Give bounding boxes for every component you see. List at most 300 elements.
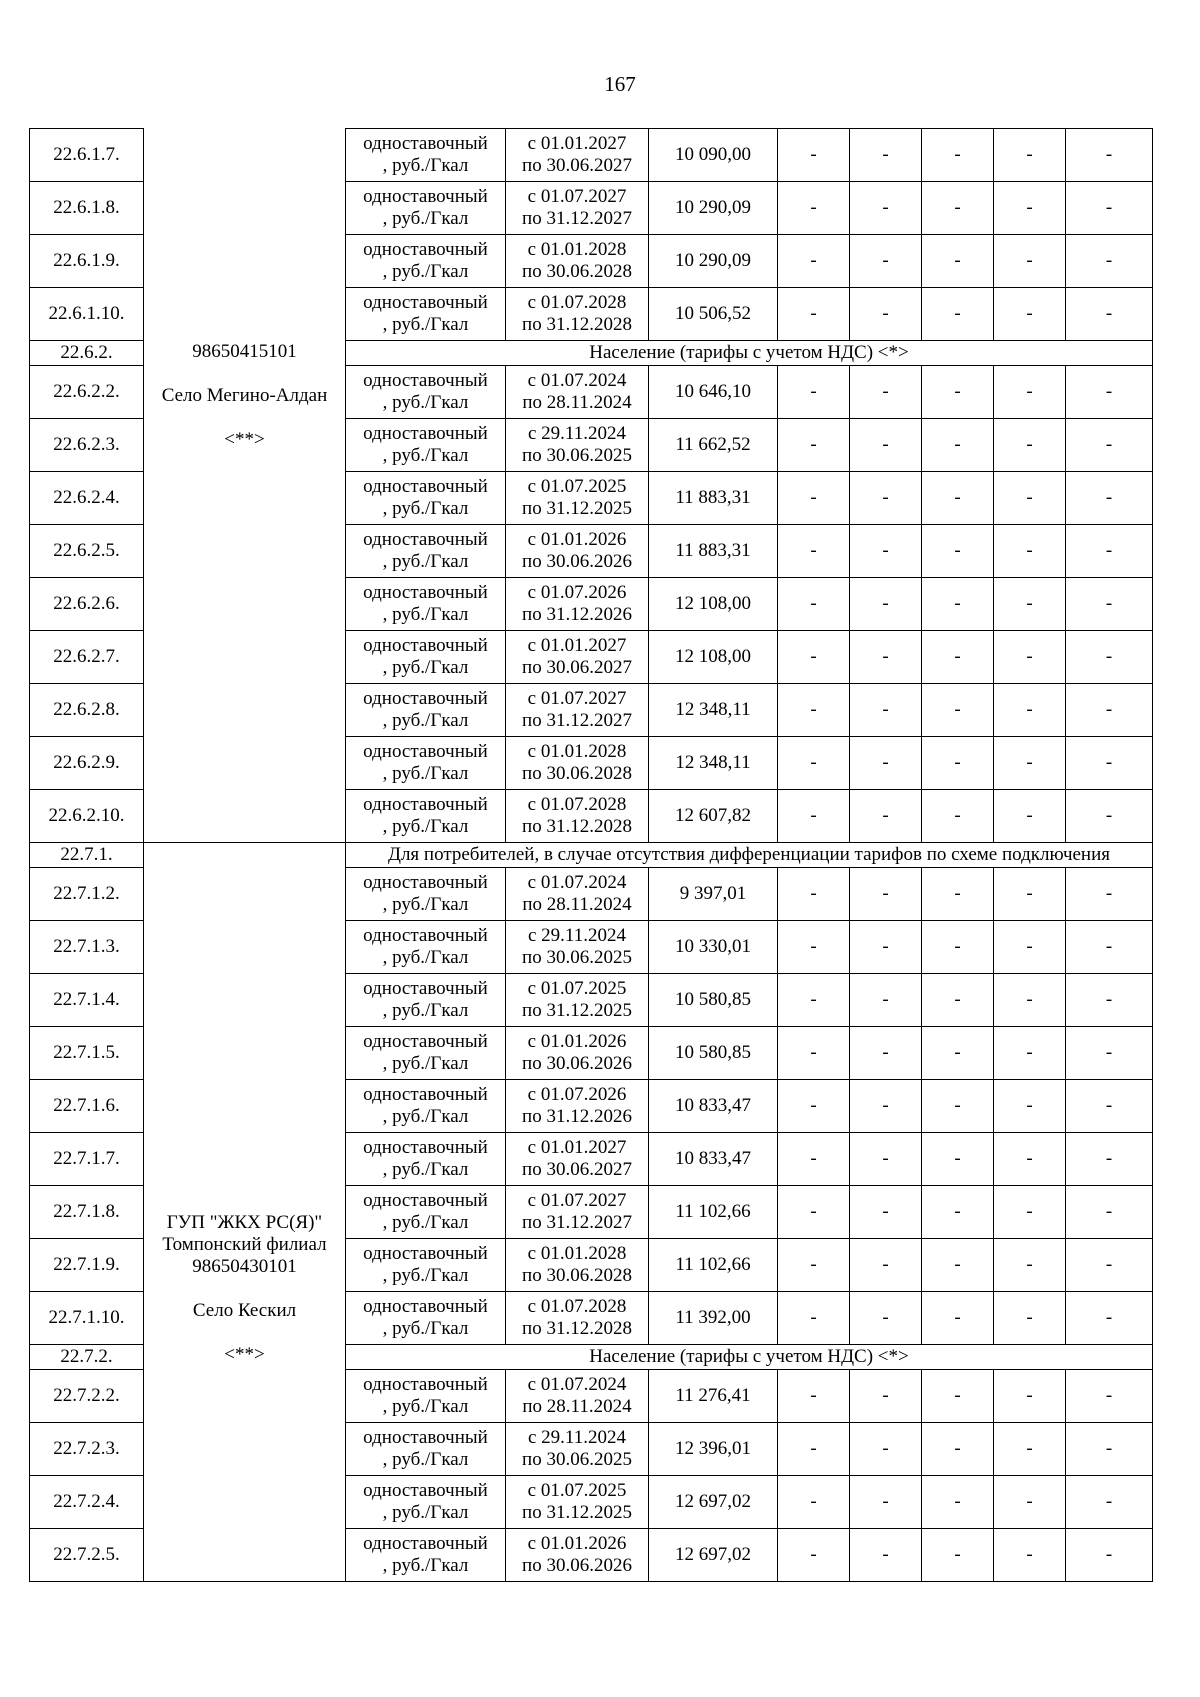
- tariff-type-line-2: , руб./Гкал: [382, 392, 469, 413]
- organization-line: 98650415101: [192, 340, 297, 362]
- group-header-text: Для потребителей, в случае отсутствия дифференциации тарифов по схеме подключения: [346, 843, 1153, 868]
- tariff-value: 12 108,00: [649, 631, 778, 684]
- tariff-type: [346, 1529, 506, 1582]
- tariff-value: 11 883,31: [649, 525, 778, 578]
- tariff-value: 11 392,00: [649, 1292, 778, 1345]
- tariff-value: 12 697,02: [649, 1529, 778, 1582]
- empty-value-cell: -: [778, 631, 850, 684]
- empty-value-cell: -: [994, 182, 1066, 235]
- empty-value-cell: -: [922, 790, 994, 843]
- period-from: с 01.07.2024: [527, 872, 627, 893]
- empty-value-cell: -: [778, 182, 850, 235]
- tariff-period: [506, 1476, 649, 1529]
- tariff-period: [506, 1423, 649, 1476]
- group-header-row: [30, 341, 1153, 366]
- tariff-period: [506, 921, 649, 974]
- row-code: 22.6.2.2.: [30, 366, 144, 419]
- row-code: 22.6.1.9.: [30, 235, 144, 288]
- empty-value-cell: -: [994, 1080, 1066, 1133]
- tariff-period: [506, 684, 649, 737]
- empty-value-cell: -: [994, 631, 1066, 684]
- period-to: по 30.06.2028: [522, 763, 632, 784]
- group-header-row: [30, 843, 1153, 868]
- empty-value-cell: -: [850, 1133, 922, 1186]
- period-from: с 01.01.2028: [527, 239, 627, 260]
- tariff-type-line-2: , руб./Гкал: [382, 604, 469, 625]
- empty-value-cell: -: [778, 578, 850, 631]
- empty-value-cell: -: [778, 1292, 850, 1345]
- period-to: по 28.11.2024: [522, 894, 632, 915]
- period-from: с 29.11.2024: [528, 1427, 626, 1448]
- period-from: с 01.01.2027: [527, 133, 627, 154]
- tariff-value: 11 102,66: [649, 1186, 778, 1239]
- tariff-period: [506, 525, 649, 578]
- period-from: с 01.07.2027: [527, 688, 627, 709]
- tariff-type-line-2: , руб./Гкал: [382, 816, 469, 837]
- tariff-type: [346, 631, 506, 684]
- tariff-type-line-2: , руб./Гкал: [382, 1053, 469, 1074]
- empty-value-cell: -: [778, 974, 850, 1027]
- tariff-period: [506, 419, 649, 472]
- period-to: по 30.06.2026: [522, 1555, 632, 1576]
- organization-block: [146, 341, 343, 451]
- tariff-type-line-2: , руб./Гкал: [382, 763, 469, 784]
- empty-value-cell: -: [922, 921, 994, 974]
- tariff-type-line-1: одноставочный: [363, 133, 488, 154]
- empty-value-cell: -: [1066, 684, 1153, 737]
- tariff-type-line-1: одноставочный: [363, 1243, 488, 1264]
- tariff-type: [346, 235, 506, 288]
- empty-value-cell: -: [850, 974, 922, 1027]
- tariff-value: 12 108,00: [649, 578, 778, 631]
- empty-value-cell: -: [922, 1027, 994, 1080]
- empty-value-cell: -: [850, 737, 922, 790]
- empty-value-cell: -: [778, 472, 850, 525]
- empty-value-cell: -: [922, 1476, 994, 1529]
- empty-value-cell: -: [1066, 1186, 1153, 1239]
- row-code: 22.7.2.2.: [30, 1370, 144, 1423]
- tariff-type-line-2: , руб./Гкал: [382, 657, 469, 678]
- period-from: с 01.01.2028: [527, 1243, 627, 1264]
- period-from: с 01.07.2026: [527, 582, 627, 603]
- empty-value-cell: -: [778, 684, 850, 737]
- empty-value-cell: -: [778, 1529, 850, 1582]
- empty-value-cell: -: [850, 1529, 922, 1582]
- row-code: 22.7.1.10.: [30, 1292, 144, 1345]
- tariff-period: [506, 974, 649, 1027]
- tariff-period: [506, 631, 649, 684]
- period-from: с 01.01.2027: [527, 1137, 627, 1158]
- tariff-value: 10 090,00: [649, 129, 778, 182]
- tariff-table: [29, 128, 1153, 1582]
- tariff-type-line-2: , руб./Гкал: [382, 1396, 469, 1417]
- empty-value-cell: -: [778, 1423, 850, 1476]
- empty-value-cell: -: [922, 1080, 994, 1133]
- tariff-value: 10 290,09: [649, 182, 778, 235]
- tariff-type-line-1: одноставочный: [363, 872, 488, 893]
- tariff-value: 10 580,85: [649, 974, 778, 1027]
- organization-line: [146, 407, 343, 429]
- empty-value-cell: -: [922, 974, 994, 1027]
- group-header-text: Население (тарифы с учетом НДС) <*>: [346, 341, 1153, 366]
- row-code: 22.6.2.6.: [30, 578, 144, 631]
- empty-value-cell: -: [778, 288, 850, 341]
- row-code: 22.6.2.5.: [30, 525, 144, 578]
- tariff-type: [346, 525, 506, 578]
- tariff-type-line-1: одноставочный: [363, 925, 488, 946]
- empty-value-cell: -: [994, 1529, 1066, 1582]
- tariff-period: [506, 182, 649, 235]
- row-code: 22.7.2.5.: [30, 1529, 144, 1582]
- tariff-type-line-1: одноставочный: [363, 1427, 488, 1448]
- empty-value-cell: -: [1066, 129, 1153, 182]
- tariff-value: 11 276,41: [649, 1370, 778, 1423]
- page-number: 167: [604, 72, 636, 96]
- tariff-type-line-2: , руб./Гкал: [382, 1106, 469, 1127]
- period-from: с 01.07.2025: [527, 476, 627, 497]
- empty-value-cell: -: [994, 525, 1066, 578]
- empty-value-cell: -: [1066, 1423, 1153, 1476]
- tariff-value: 11 102,66: [649, 1239, 778, 1292]
- tariff-type: [346, 129, 506, 182]
- empty-value-cell: -: [1066, 1476, 1153, 1529]
- period-to: по 31.12.2025: [522, 498, 632, 519]
- empty-value-cell: -: [922, 578, 994, 631]
- empty-value-cell: -: [922, 472, 994, 525]
- tariff-type-line-1: одноставочный: [363, 688, 488, 709]
- row-code: 22.6.2.10.: [30, 790, 144, 843]
- empty-value-cell: -: [1066, 1370, 1153, 1423]
- tariff-period: [506, 366, 649, 419]
- tariff-type-line-1: одноставочный: [363, 635, 488, 656]
- tariff-type-line-1: одноставочный: [363, 582, 488, 603]
- organization-line: <**>: [224, 1343, 265, 1365]
- row-code: 22.6.2.: [30, 341, 144, 366]
- empty-value-cell: -: [778, 525, 850, 578]
- tariff-type: [346, 1027, 506, 1080]
- empty-value-cell: -: [922, 684, 994, 737]
- tariff-type: [346, 1239, 506, 1292]
- empty-value-cell: -: [778, 868, 850, 921]
- row-code: 22.7.1.9.: [30, 1239, 144, 1292]
- period-from: с 01.01.2026: [527, 529, 627, 550]
- empty-value-cell: -: [850, 472, 922, 525]
- empty-value-cell: -: [994, 419, 1066, 472]
- organization-line: <**>: [224, 428, 265, 450]
- tariff-type-line-1: одноставочный: [363, 1084, 488, 1105]
- tariff-type-line-1: одноставочный: [363, 1533, 488, 1554]
- tariff-value: 10 290,09: [649, 235, 778, 288]
- tariff-type-line-2: , руб./Гкал: [382, 551, 469, 572]
- empty-value-cell: -: [778, 1370, 850, 1423]
- row-code: 22.6.2.7.: [30, 631, 144, 684]
- empty-value-cell: -: [994, 868, 1066, 921]
- organization-cell-empty: [144, 843, 346, 1186]
- empty-value-cell: -: [850, 525, 922, 578]
- period-from: с 01.07.2024: [527, 1374, 627, 1395]
- period-from: с 01.01.2028: [527, 741, 627, 762]
- tariff-period: [506, 1239, 649, 1292]
- tariff-type-line-2: , руб./Гкал: [382, 1000, 469, 1021]
- tariff-period: [506, 1080, 649, 1133]
- tariff-period: [506, 1529, 649, 1582]
- tariff-type-line-2: , руб./Гкал: [382, 894, 469, 915]
- organization-line: ГУП "ЖКХ РС(Я)": [166, 1211, 323, 1233]
- empty-value-cell: -: [994, 1423, 1066, 1476]
- tariff-type-line-1: одноставочный: [363, 423, 488, 444]
- tariff-type: [346, 974, 506, 1027]
- period-to: по 28.11.2024: [522, 392, 632, 413]
- tariff-type-line-2: , руб./Гкал: [382, 155, 469, 176]
- empty-value-cell: -: [994, 974, 1066, 1027]
- period-to: по 31.12.2025: [522, 1000, 632, 1021]
- empty-value-cell: -: [994, 235, 1066, 288]
- tariff-type-line-2: , руб./Гкал: [382, 208, 469, 229]
- period-to: по 30.06.2027: [522, 1159, 632, 1180]
- empty-value-cell: -: [922, 1239, 994, 1292]
- period-to: по 30.06.2025: [522, 947, 632, 968]
- period-from: с 01.07.2028: [527, 292, 627, 313]
- empty-value-cell: -: [1066, 1239, 1153, 1292]
- empty-value-cell: -: [850, 1239, 922, 1292]
- tariff-type-line-1: одноставочный: [363, 978, 488, 999]
- tariff-type: [346, 472, 506, 525]
- tariff-period: [506, 1133, 649, 1186]
- empty-value-cell: -: [1066, 366, 1153, 419]
- row-code: 22.7.1.5.: [30, 1027, 144, 1080]
- empty-value-cell: -: [850, 288, 922, 341]
- tariff-type-line-1: одноставочный: [363, 1296, 488, 1317]
- tariff-type-line-1: одноставочный: [363, 370, 488, 391]
- tariff-type-line-1: одноставочный: [363, 741, 488, 762]
- tariff-type-line-2: , руб./Гкал: [382, 1318, 469, 1339]
- tariff-type: [346, 1080, 506, 1133]
- tariff-period: [506, 288, 649, 341]
- tariff-type: [346, 921, 506, 974]
- empty-value-cell: -: [994, 1186, 1066, 1239]
- row-code: 22.6.2.4.: [30, 472, 144, 525]
- empty-value-cell: -: [994, 366, 1066, 419]
- empty-value-cell: -: [922, 631, 994, 684]
- empty-value-cell: -: [850, 419, 922, 472]
- tariff-period: [506, 790, 649, 843]
- empty-value-cell: -: [994, 1133, 1066, 1186]
- tariff-value: 10 580,85: [649, 1027, 778, 1080]
- period-from: с 01.01.2026: [527, 1533, 627, 1554]
- tariff-value: 11 883,31: [649, 472, 778, 525]
- empty-value-cell: -: [1066, 182, 1153, 235]
- row-code: 22.7.2.4.: [30, 1476, 144, 1529]
- empty-value-cell: -: [922, 1529, 994, 1582]
- row-code: 22.7.1.3.: [30, 921, 144, 974]
- tariff-value: 10 646,10: [649, 366, 778, 419]
- tariff-period: [506, 578, 649, 631]
- tariff-value: 12 607,82: [649, 790, 778, 843]
- period-to: по 30.06.2027: [522, 155, 632, 176]
- tariff-period: [506, 235, 649, 288]
- empty-value-cell: -: [850, 921, 922, 974]
- period-to: по 31.12.2028: [522, 314, 632, 335]
- tariff-period: [506, 737, 649, 790]
- tariff-type: [346, 288, 506, 341]
- tariff-period: [506, 1027, 649, 1080]
- period-to: по 30.06.2025: [522, 445, 632, 466]
- organization-line: [146, 1322, 343, 1344]
- tariff-value: 12 348,11: [649, 737, 778, 790]
- empty-value-cell: -: [850, 182, 922, 235]
- tariff-type-line-1: одноставочный: [363, 794, 488, 815]
- period-from: с 01.01.2027: [527, 635, 627, 656]
- empty-value-cell: -: [922, 1133, 994, 1186]
- empty-value-cell: -: [850, 235, 922, 288]
- period-from: с 01.07.2026: [527, 1084, 627, 1105]
- empty-value-cell: -: [922, 419, 994, 472]
- period-to: по 31.12.2027: [522, 208, 632, 229]
- empty-value-cell: -: [922, 1423, 994, 1476]
- tariff-period: [506, 129, 649, 182]
- tariff-type-line-1: одноставочный: [363, 1190, 488, 1211]
- empty-value-cell: -: [850, 1292, 922, 1345]
- tariff-type-line-1: одноставочный: [363, 186, 488, 207]
- tariff-type: [346, 1370, 506, 1423]
- organization-cell-continued: [144, 129, 346, 341]
- row-code: 22.6.2.3.: [30, 419, 144, 472]
- group-header-text: Население (тарифы с учетом НДС) <*>: [346, 1345, 1153, 1370]
- period-to: по 30.06.2026: [522, 1053, 632, 1074]
- empty-value-cell: -: [994, 1239, 1066, 1292]
- period-to: по 30.06.2025: [522, 1449, 632, 1470]
- empty-value-cell: -: [922, 366, 994, 419]
- empty-value-cell: -: [994, 472, 1066, 525]
- tariff-type: [346, 1292, 506, 1345]
- empty-value-cell: -: [1066, 235, 1153, 288]
- tariff-type: [346, 1133, 506, 1186]
- empty-value-cell: -: [1066, 974, 1153, 1027]
- tariff-type-line-1: одноставочный: [363, 529, 488, 550]
- empty-value-cell: -: [994, 578, 1066, 631]
- tariff-period: [506, 472, 649, 525]
- tariff-period: [506, 1370, 649, 1423]
- tariff-type-line-2: , руб./Гкал: [382, 1502, 469, 1523]
- empty-value-cell: -: [922, 182, 994, 235]
- period-from: с 01.07.2028: [527, 794, 627, 815]
- row-code: 22.7.1.7.: [30, 1133, 144, 1186]
- empty-value-cell: -: [850, 578, 922, 631]
- empty-value-cell: -: [922, 1186, 994, 1239]
- empty-value-cell: -: [994, 1292, 1066, 1345]
- row-code: 22.7.1.6.: [30, 1080, 144, 1133]
- empty-value-cell: -: [778, 1239, 850, 1292]
- empty-value-cell: -: [1066, 868, 1153, 921]
- empty-value-cell: -: [850, 684, 922, 737]
- tariff-type-line-2: , руб./Гкал: [382, 314, 469, 335]
- empty-value-cell: -: [922, 129, 994, 182]
- tariff-type-line-1: одноставочный: [363, 476, 488, 497]
- period-to: по 31.12.2028: [522, 816, 632, 837]
- row-code: 22.6.2.8.: [30, 684, 144, 737]
- empty-value-cell: -: [994, 684, 1066, 737]
- tariff-value: 10 833,47: [649, 1080, 778, 1133]
- tariff-type-line-2: , руб./Гкал: [382, 1159, 469, 1180]
- tariff-type: [346, 419, 506, 472]
- period-from: с 01.01.2026: [527, 1031, 627, 1052]
- empty-value-cell: -: [850, 1080, 922, 1133]
- tariff-type-line-2: , руб./Гкал: [382, 1212, 469, 1233]
- period-to: по 31.12.2025: [522, 1502, 632, 1523]
- row-code: 22.7.1.4.: [30, 974, 144, 1027]
- period-from: с 01.07.2025: [527, 1480, 627, 1501]
- tariff-period: [506, 1292, 649, 1345]
- row-code: 22.6.2.9.: [30, 737, 144, 790]
- empty-value-cell: -: [850, 631, 922, 684]
- empty-value-cell: -: [778, 1027, 850, 1080]
- tariff-type-line-2: , руб./Гкал: [382, 1265, 469, 1286]
- row-code: 22.7.2.3.: [30, 1423, 144, 1476]
- tariff-type: [346, 578, 506, 631]
- empty-value-cell: -: [994, 1370, 1066, 1423]
- empty-value-cell: -: [778, 1186, 850, 1239]
- period-to: по 30.06.2028: [522, 1265, 632, 1286]
- organization-cell: [144, 341, 346, 843]
- empty-value-cell: -: [922, 235, 994, 288]
- tariff-type-line-1: одноставочный: [363, 1137, 488, 1158]
- period-to: по 31.12.2027: [522, 1212, 632, 1233]
- empty-value-cell: -: [850, 1027, 922, 1080]
- tariff-value: 11 662,52: [649, 419, 778, 472]
- empty-value-cell: -: [994, 129, 1066, 182]
- row-code: 22.7.1.: [30, 843, 144, 868]
- empty-value-cell: -: [778, 921, 850, 974]
- empty-value-cell: -: [922, 868, 994, 921]
- empty-value-cell: -: [994, 1476, 1066, 1529]
- empty-value-cell: -: [778, 366, 850, 419]
- empty-value-cell: -: [1066, 419, 1153, 472]
- empty-value-cell: -: [922, 737, 994, 790]
- tariff-value: 12 396,01: [649, 1423, 778, 1476]
- empty-value-cell: -: [850, 129, 922, 182]
- tariff-type: [346, 790, 506, 843]
- empty-value-cell: -: [922, 288, 994, 341]
- tariff-type: [346, 868, 506, 921]
- period-to: по 30.06.2028: [522, 261, 632, 282]
- tariff-value: 10 833,47: [649, 1133, 778, 1186]
- tariff-type: [346, 366, 506, 419]
- empty-value-cell: -: [994, 737, 1066, 790]
- empty-value-cell: -: [1066, 790, 1153, 843]
- tariff-type-line-1: одноставочный: [363, 239, 488, 260]
- organization-line: Томпонский филиал: [162, 1233, 327, 1255]
- empty-value-cell: -: [1066, 1133, 1153, 1186]
- tariff-type: [346, 684, 506, 737]
- empty-value-cell: -: [1066, 472, 1153, 525]
- organization-line: Село Кескил: [192, 1299, 297, 1321]
- period-from: с 29.11.2024: [528, 925, 626, 946]
- empty-value-cell: -: [1066, 1529, 1153, 1582]
- period-from: с 01.07.2025: [527, 978, 627, 999]
- empty-value-cell: -: [994, 921, 1066, 974]
- empty-value-cell: -: [1066, 631, 1153, 684]
- row-code: 22.6.1.10.: [30, 288, 144, 341]
- period-to: по 30.06.2027: [522, 657, 632, 678]
- period-to: по 28.11.2024: [522, 1396, 632, 1417]
- tariff-type-line-2: , руб./Гкал: [382, 1555, 469, 1576]
- empty-value-cell: -: [1066, 1080, 1153, 1133]
- tariff-type-line-1: одноставочный: [363, 292, 488, 313]
- empty-value-cell: -: [922, 1370, 994, 1423]
- tariff-type-line-2: , руб./Гкал: [382, 710, 469, 731]
- tariff-value: 10 506,52: [649, 288, 778, 341]
- tariff-type-line-1: одноставочный: [363, 1031, 488, 1052]
